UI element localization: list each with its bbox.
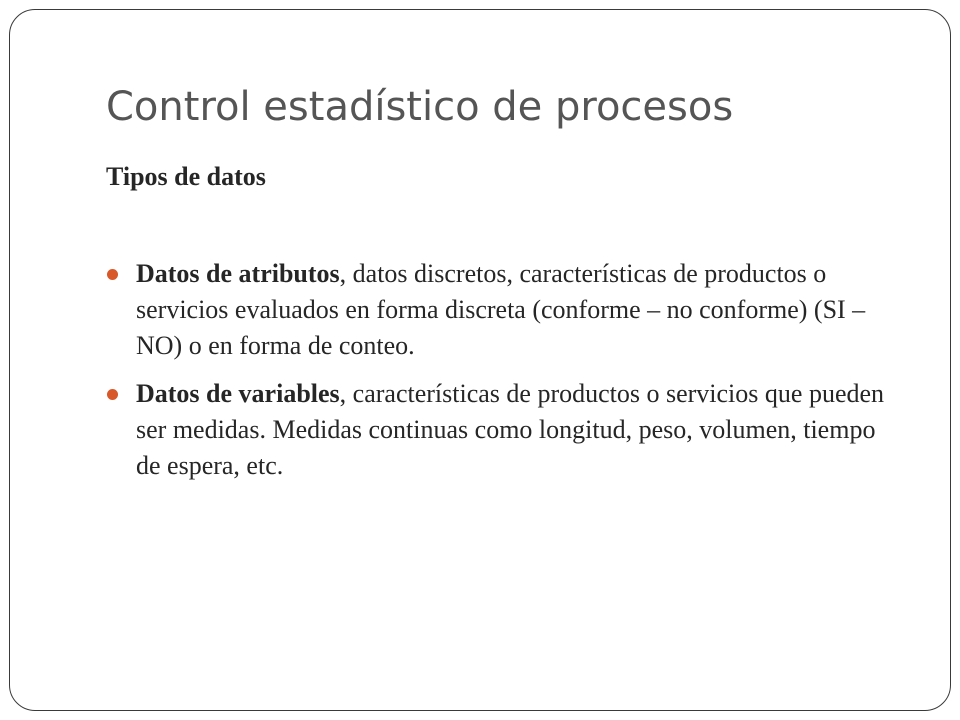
slide-title: Control estadístico de procesos	[106, 84, 734, 130]
bullet-item-variables	[106, 376, 906, 484]
bullet-text: , características de productos o servicios que pueden ser medidas. Medidas continuas como longitud, peso, volumen, tiempo de espera, etc.	[136, 379, 885, 480]
bullet-text: , datos discretos, características de productos o servicios evaluados en forma discreta (conforme – no conforme) (SI – NO) o en forma de conteo.	[136, 259, 866, 360]
bullet-dot-icon	[107, 269, 118, 280]
bullet-dot-icon	[107, 389, 118, 400]
bullet-list	[106, 256, 906, 496]
bullet-term: Datos de atributos	[136, 259, 340, 288]
bullet-item-attributes	[106, 256, 906, 364]
slide-subtitle: Tipos de datos	[106, 162, 266, 191]
bullet-term: Datos de variables	[136, 379, 340, 408]
